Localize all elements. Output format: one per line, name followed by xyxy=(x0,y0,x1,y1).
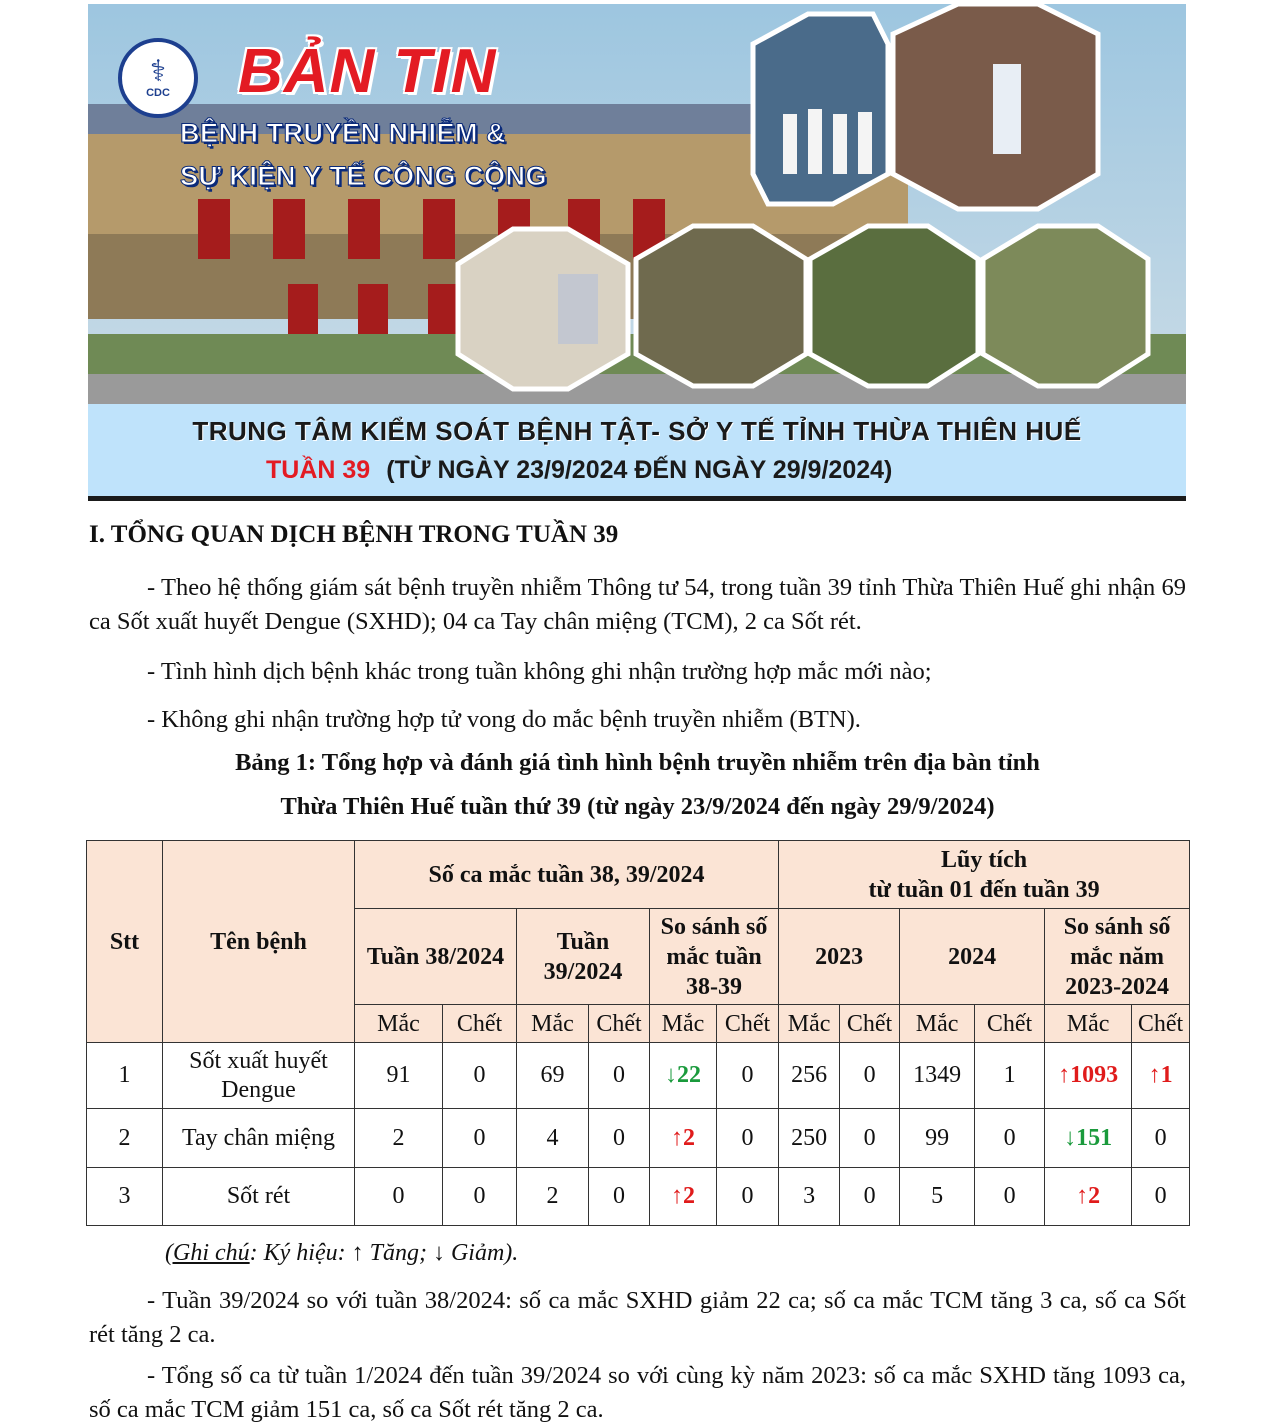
header-compare-weeks-line-2: mắc tuần xyxy=(666,943,762,970)
note-text: : Ký hiệu: ↑ Tăng; ↓ Giảm). xyxy=(249,1240,519,1266)
header-chet: Chết xyxy=(840,1005,900,1043)
cell-disease-name: Sốt rét xyxy=(163,1168,355,1226)
cell-compare-year-mac: ↑1093 xyxy=(1045,1043,1132,1109)
table-caption-line-2: Thừa Thiên Huế tuần thứ 39 (từ ngày 23/9/2024 đến ngày 29/9/2024) xyxy=(280,793,995,820)
header-chet: Chết xyxy=(717,1005,779,1043)
cell-w39-mac: 69 xyxy=(517,1043,589,1109)
header-week-39-line-1: Tuần xyxy=(556,928,610,955)
table-row xyxy=(87,1043,1190,1109)
header-chet: Chết xyxy=(1132,1005,1190,1043)
header-weekly-cases: Số ca mắc tuần 38, 39/2024 xyxy=(355,841,779,909)
header-compare-weeks xyxy=(650,909,779,1005)
banner-title: BẢN TIN xyxy=(238,37,497,106)
table-caption-line-1: Bảng 1: Tổng hợp và đánh giá tình hình bệnh truyền nhiễm trên địa bàn tỉnh xyxy=(235,749,1040,776)
banner-week-number: TUẦN 39 xyxy=(266,456,371,484)
header-compare-years xyxy=(1045,909,1190,1005)
cell-compare-year-chet: ↑1 xyxy=(1132,1043,1190,1109)
cell-w38-mac: 2 xyxy=(355,1109,443,1168)
cell-compare-week-chet: 0 xyxy=(717,1168,779,1226)
header-week-38: Tuần 38/2024 xyxy=(355,909,517,1005)
header-mac: Mắc xyxy=(355,1005,443,1043)
paragraph-surveillance: - Theo hệ thống giám sát bệnh truyền nhiễm Thông tư 54, trong tuần 39 tỉnh Thừa Thiên Huế ghi nhận 69 ca Sốt xuất huyết Dengue (SXHD); 04 ca Tay chân miệng (TCM), 2 ca Sốt rét. xyxy=(89,574,1186,635)
header-chet: Chết xyxy=(443,1005,517,1043)
header-week-39 xyxy=(517,909,650,1005)
cell-w38-mac: 0 xyxy=(355,1168,443,1226)
summary-weekly: - Tuần 39/2024 so với tuần 38/2024: số ca mắc SXHD giảm 22 ca; số ca mắc TCM tăng 3 ca, số ca Sốt rét tăng 2 ca. xyxy=(89,1287,1186,1348)
header-cumulative-line-1: Lũy tích xyxy=(941,846,1028,873)
cell-w38-chet: 0 xyxy=(443,1043,517,1109)
header-chet: Chết xyxy=(589,1005,650,1043)
header-cumulative xyxy=(779,841,1190,909)
table-row xyxy=(87,1109,1190,1168)
header-compare-years-line-1: So sánh số xyxy=(1063,913,1171,940)
cell-2023-mac: 3 xyxy=(779,1168,840,1226)
cell-2023-mac: 256 xyxy=(779,1043,840,1109)
caduceus-icon: ⚕ xyxy=(149,54,167,89)
cell-w38-chet: 0 xyxy=(443,1109,517,1168)
note-label: (Ghi chú xyxy=(165,1240,250,1266)
banner-organization: TRUNG TÂM KIỂM SOÁT BỆNH TẬT- SỞ Y TẾ TỈNH THỪA THIÊN HUẾ xyxy=(192,416,1082,446)
header-year-2024: 2024 xyxy=(900,909,1045,1005)
header-week-39-line-2: 39/2024 xyxy=(543,958,623,985)
header-compare-years-line-2: mắc năm xyxy=(1070,943,1165,970)
header-compare-weeks-line-1: So sánh số xyxy=(660,913,768,940)
cell-compare-week-mac: ↑2 xyxy=(650,1109,717,1168)
banner-date-range: (TỪ NGÀY 23/9/2024 ĐẾN NGÀY 29/9/2024) xyxy=(386,456,893,484)
header-compare-years-line-3: 2023-2024 xyxy=(1065,973,1170,1000)
banner-week xyxy=(266,456,892,485)
header-mac: Mắc xyxy=(1045,1005,1132,1043)
banner xyxy=(88,4,1186,501)
disease-table xyxy=(86,840,1190,1226)
summary-cumulative: - Tổng số ca từ tuần 1/2024 đến tuần 39/2024 so với cùng kỳ năm 2023: số ca mắc SXHD tăng 1093 ca, số ca mắc TCM giảm 151 ca, số ca Sốt rét tăng 2 ca. xyxy=(89,1362,1186,1423)
cell-w39-chet: 0 xyxy=(589,1168,650,1226)
cell-2024-chet: 0 xyxy=(975,1168,1045,1226)
banner-subtitle-1: BỆNH TRUYỀN NHIỄM & xyxy=(180,118,507,148)
cell-w39-mac: 4 xyxy=(517,1109,589,1168)
section-heading: I. TỔNG QUAN DỊCH BỆNH TRONG TUẦN 39 xyxy=(89,521,619,548)
cell-stt: 3 xyxy=(87,1168,163,1226)
cell-w39-chet: 0 xyxy=(589,1043,650,1109)
cell-compare-week-chet: 0 xyxy=(717,1043,779,1109)
header-disease-name: Tên bệnh xyxy=(163,841,355,1043)
cell-disease-name-line-1: Sốt xuất huyết xyxy=(189,1047,328,1074)
cell-2024-mac: 1349 xyxy=(900,1043,975,1109)
cell-w38-mac: 91 xyxy=(355,1043,443,1109)
banner-subtitle-2: SỰ KIỆN Y TẾ CÔNG CỘNG xyxy=(180,161,547,191)
header-cumulative-line-2: từ tuần 01 đến tuần 39 xyxy=(868,876,1100,903)
header-chet: Chết xyxy=(975,1005,1045,1043)
cell-2023-mac: 250 xyxy=(779,1109,840,1168)
cell-compare-week-mac: ↑2 xyxy=(650,1168,717,1226)
paragraph-no-deaths: - Không ghi nhận trường hợp tử vong do mắc bệnh truyền nhiễm (BTN). xyxy=(147,706,861,733)
cell-compare-week-chet: 0 xyxy=(717,1109,779,1168)
cell-2024-chet: 0 xyxy=(975,1109,1045,1168)
header-mac: Mắc xyxy=(517,1005,589,1043)
table-row xyxy=(87,1168,1190,1226)
cell-2023-chet: 0 xyxy=(840,1168,900,1226)
cell-2024-chet: 1 xyxy=(975,1043,1045,1109)
cell-disease-name-line-2: Dengue xyxy=(221,1076,296,1103)
cell-compare-year-mac: ↑2 xyxy=(1045,1168,1132,1226)
cdc-logo xyxy=(118,38,198,118)
cell-w39-mac: 2 xyxy=(517,1168,589,1226)
cell-2024-mac: 5 xyxy=(900,1168,975,1226)
logo-text: CDC xyxy=(146,87,170,99)
cell-w38-chet: 0 xyxy=(443,1168,517,1226)
cell-2023-chet: 0 xyxy=(840,1109,900,1168)
cell-w39-chet: 0 xyxy=(589,1109,650,1168)
cell-disease-name xyxy=(163,1043,355,1109)
cell-compare-week-mac: ↓22 xyxy=(650,1043,717,1109)
cell-stt: 2 xyxy=(87,1109,163,1168)
cell-2024-mac: 99 xyxy=(900,1109,975,1168)
cell-compare-year-chet: 0 xyxy=(1132,1168,1190,1226)
table-note xyxy=(165,1240,518,1267)
header-stt: Stt xyxy=(87,841,163,1043)
header-mac: Mắc xyxy=(779,1005,840,1043)
header-mac: Mắc xyxy=(650,1005,717,1043)
header-year-2023: 2023 xyxy=(779,909,900,1005)
paragraph-other-diseases: - Tình hình dịch bệnh khác trong tuần không ghi nhận trường hợp mắc mới nào; xyxy=(147,658,932,685)
cell-2023-chet: 0 xyxy=(840,1043,900,1109)
cell-compare-year-mac: ↓151 xyxy=(1045,1109,1132,1168)
cell-stt: 1 xyxy=(87,1043,163,1109)
header-mac: Mắc xyxy=(900,1005,975,1043)
cell-disease-name: Tay chân miệng xyxy=(163,1109,355,1168)
header-compare-weeks-line-3: 38-39 xyxy=(686,973,743,1000)
cell-compare-year-chet: 0 xyxy=(1132,1109,1190,1168)
